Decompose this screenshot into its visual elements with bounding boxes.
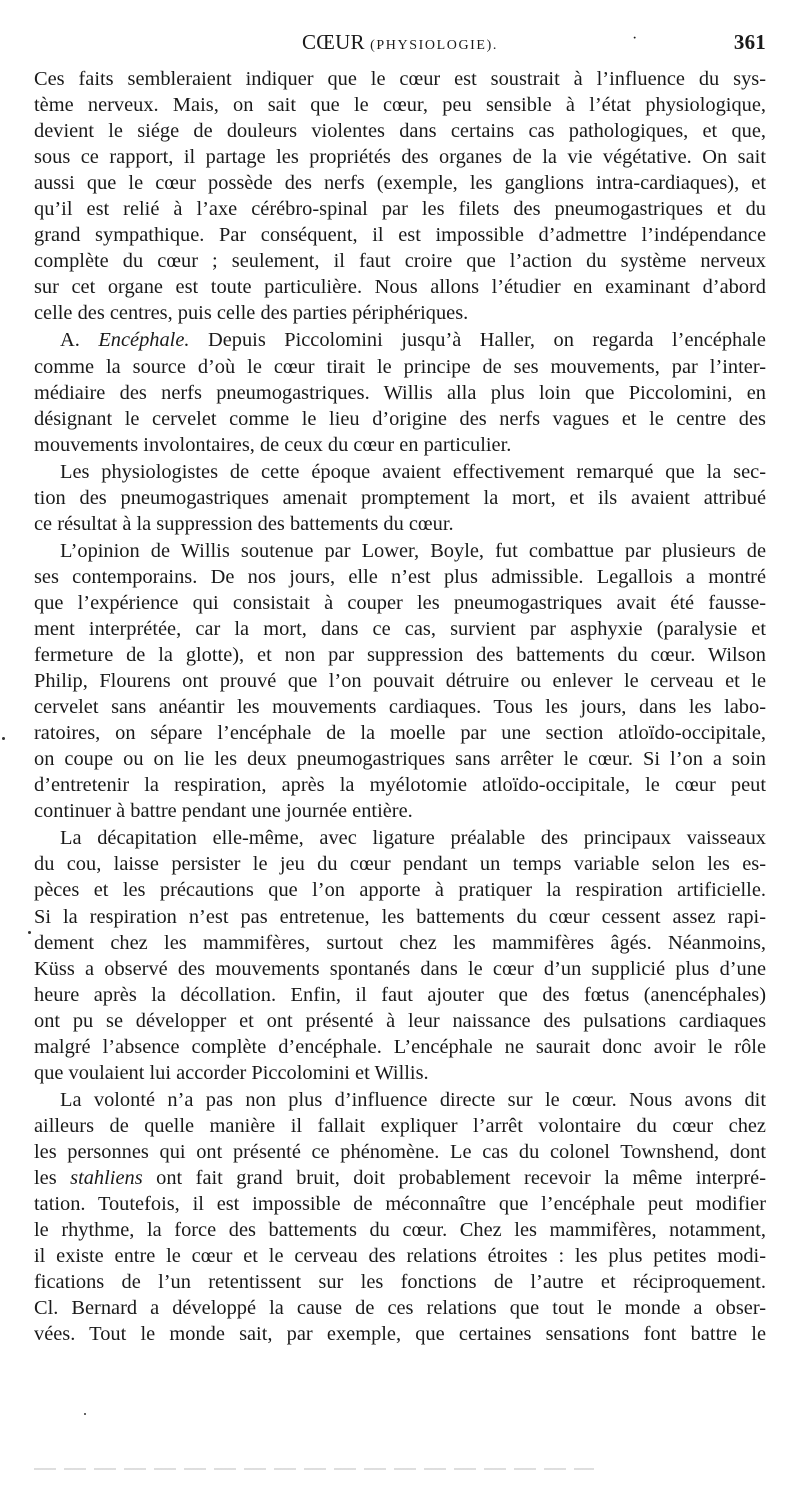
- text-line: fermeture de la glotte), et non par suppression des battements du cœur. Wilson: [34, 644, 766, 667]
- text-line: ont pu se développer et ont présenté à leur naissance des pulsations cardiaques: [34, 1009, 766, 1032]
- section-heading-line: [34, 327, 766, 353]
- bleed-through-line: [34, 1468, 594, 1470]
- text-line: grand sympathique. Par conséquent, il est impossible d’admettre l’indépendance: [34, 224, 766, 247]
- margin-speck: [2, 737, 5, 740]
- text-fragment: Depuis Piccolomini jusqu’à Haller, on regarda l’encéphale: [207, 329, 766, 352]
- text-line: heure après la décollation. Enfin, il faut ajouter que des fœtus (anencéphales): [34, 983, 766, 1006]
- italic-term: stahliens: [70, 1166, 143, 1189]
- text-line: les personnes qui ont présenté ce phénomène. Le cas du colonel Townshend, dont: [34, 1140, 766, 1163]
- paragraph: [34, 459, 766, 537]
- running-head-title: [34, 30, 766, 55]
- text-line: d’entretenir la respiration, après la myélotomie atloïdo-occipitale, le cœur peut: [34, 774, 766, 797]
- text-line: qu’il est relié à l’axe cérébro-spinal par les filets des pneumogastriques et du: [34, 198, 766, 221]
- text-line: L’opinion de Willis soutenue par Lower, Boyle, fut combattue par plusieurs de: [60, 539, 766, 562]
- text-line: mouvements involontaires, de ceux du cœur en particulier.: [34, 433, 512, 456]
- margin-speck: [28, 931, 31, 934]
- text-line-italic: [34, 1165, 766, 1191]
- text-line: Küss a observé des mouvements spontanés dans le cœur d’un supplicié plus d’une: [34, 957, 766, 980]
- text-line: ratoires, on sépare l’encéphale de la moelle par une section atloïdo-occipitale,: [34, 722, 766, 745]
- text-line: Ces faits sembleraient indiquer que le cœur est soustrait à l’influence du sys-: [34, 68, 766, 90]
- chapter-title: CŒUR: [302, 30, 365, 54]
- text-line: celle des centres, puis celle des parties périphériques.: [34, 302, 469, 325]
- text-line: le rhythme, la force des battements du cœur. Chez les mammifères, notamment,: [34, 1219, 766, 1242]
- text-line: pèces et les précautions que l’on apporte à pratiquer la respiration artificielle.: [34, 879, 766, 902]
- text-line: tème nerveux. Mais, on sait que le cœur, peu sensible à l’état physiologique,: [34, 94, 766, 117]
- text-line: complète du cœur ; seulement, il faut croire que l’action du système nerveux: [34, 250, 766, 273]
- text-line: que l’expérience qui consistait à couper les pneumogastriques avait été fausse-: [34, 591, 766, 614]
- paragraph: [34, 538, 766, 825]
- paragraph: [34, 1087, 766, 1347]
- text-line: il existe entre le cœur et le cerveau des relations étroites : les plus petites modi-: [34, 1245, 766, 1268]
- text-line: ment interprétée, car la mort, dans ce cas, survient par asphyxie (paralysie et: [34, 617, 766, 640]
- text-line: comme la source d’où le cœur tirait le principe de ses mouvements, par l’inter-: [34, 355, 766, 378]
- chapter-subtitle: (PHYSIOLOGIE).: [370, 38, 498, 53]
- text-line: sous ce rapport, il partage les propriétés des organes de la vie végétative. On sait: [34, 146, 766, 169]
- body-text: [34, 66, 766, 1348]
- margin-speck: [84, 1413, 86, 1415]
- text-line: ailleurs de quelle manière il fallait expliquer l’arrêt volontaire du cœur chez: [34, 1114, 766, 1137]
- text-line: dement chez les mammifères, surtout chez les mammifères âgés. Néanmoins,: [34, 931, 766, 954]
- text-line: Si la respiration n’est pas entretenue, les battements du cœur cessent assez rapi-: [34, 905, 766, 928]
- text-line: malgré l’absence complète d’encéphale. L’encéphale ne saurait donc avoir le rôle: [34, 1035, 766, 1058]
- text-fragment: ont fait grand bruit, doit probablement recevoir la même interpré-: [156, 1166, 766, 1189]
- text-line: cervelet sans anéantir les mouvements cardiaques. Tous les jours, dans les labo-: [34, 696, 766, 719]
- text-line: vées. Tout le monde sait, par exemple, que certaines sensations font battre le: [34, 1323, 766, 1346]
- text-line: tion des pneumogastriques amenait promptement la mort, et ils avaient attribué: [34, 486, 766, 509]
- section-term: Encéphale.: [98, 329, 190, 352]
- header-mark: ·: [632, 30, 638, 47]
- text-line: aussi que le cœur possède des nerfs (exemple, les ganglions intra-cardiaques), et: [34, 172, 766, 195]
- running-head: [34, 30, 766, 56]
- text-line: continuer à battre pendant une journée entière.: [34, 800, 413, 823]
- text-fragment: les: [34, 1166, 57, 1189]
- text-line: désignant le cervelet comme le lieu d’origine des nerfs vagues et le centre des: [34, 407, 766, 430]
- page-number: 361: [733, 30, 766, 54]
- text-line: Philip, Flourens ont prouvé que l’on pouvait détruire ou enlever le cerveau et le: [34, 670, 766, 693]
- text-line: que voulaient lui accorder Piccolomini et Willis.: [34, 1061, 429, 1084]
- text-line: on coupe ou on lie les deux pneumogastriques sans arrêter le cœur. Si l’on a soin: [34, 748, 766, 771]
- paragraph: [34, 825, 766, 1085]
- text-line: La décapitation elle-même, avec ligature préalable des principaux vaisseaux: [60, 827, 766, 850]
- text-line: fications de l’un retentissent sur les fonctions de l’autre et réciproquement.: [34, 1271, 766, 1294]
- text-line: tation. Toutefois, il est impossible de méconnaître que l’encéphale peut modifier: [34, 1193, 766, 1216]
- text-line: ce résultat à la suppression des battements du cœur.: [34, 512, 454, 535]
- text-line: ses contemporains. De nos jours, elle n’est plus admissible. Legallois a montré: [34, 565, 766, 588]
- text-line: médiaire des nerfs pneumogastriques. Willis alla plus loin que Piccolomini, en: [34, 381, 766, 404]
- text-line: Les physiologistes de cette époque avaient effectivement remarqué que la sec-: [60, 460, 766, 483]
- paragraph-encephale: [34, 327, 766, 457]
- paragraph: [34, 66, 766, 326]
- text-line: sur cet organe est toute particulière. Nous allons l’étudier en examinant d’abord: [34, 276, 766, 299]
- text-line: devient le siége de douleurs violentes dans certains cas pathologiques, et que,: [34, 120, 766, 143]
- text-line: du cou, laisse persister le jeu du cœur pendant un temps variable selon les es-: [34, 853, 766, 876]
- text-line: La volonté n’a pas non plus d’influence directe sur le cœur. Nous avons dit: [60, 1088, 766, 1111]
- section-label: A.: [60, 329, 80, 352]
- text-line: Cl. Bernard a développé la cause de ces relations que tout le monde a obser-: [34, 1297, 766, 1320]
